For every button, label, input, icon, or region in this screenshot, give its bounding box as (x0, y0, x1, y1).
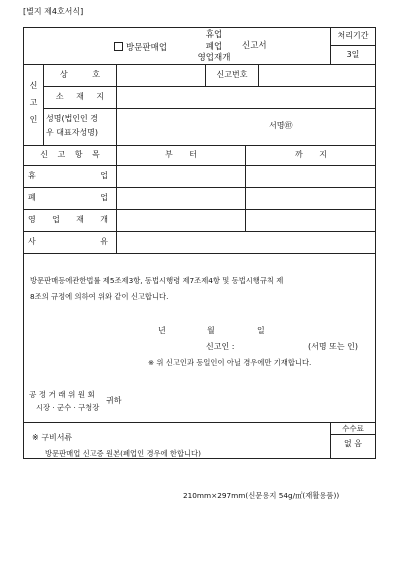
suspend-from-field[interactable] (118, 167, 243, 185)
address-label: 소 재 지 (55, 92, 105, 101)
item-resume-label: 영 업 재 개 (28, 215, 108, 224)
paper-spec: 210mm×297mm(신문용지 54g/㎡(재활용품)) (183, 491, 340, 500)
reporter-side-label-3: 인 (29, 115, 38, 124)
item-close-label: 폐 업 (28, 193, 108, 202)
items-header-to: 까 지 (295, 150, 327, 159)
signature-seal-label: 서명㊞ (269, 121, 293, 130)
report-number-field[interactable] (260, 66, 373, 84)
recipient-suffix: 귀하 (106, 396, 122, 405)
resume-to-field[interactable] (247, 211, 373, 229)
sign-note: ※ 위 신고인과 동일인이 아닐 경우에만 기재합니다. (148, 358, 312, 367)
date-year-label: 년 (158, 326, 166, 335)
statement-line-2: 8조의 규정에 의하여 위와 같이 신고합니다. (30, 292, 169, 301)
trade-name-field[interactable] (118, 66, 203, 84)
item-reason-label: 사 유 (28, 237, 108, 246)
sign-method-label: (서명 또는 인) (308, 342, 358, 351)
items-header-from: 부 터 (165, 150, 197, 159)
form-title (114, 42, 167, 53)
reporter-side-label-1: 신 (29, 81, 38, 90)
processing-period-label: 처리기간 (337, 31, 369, 40)
fee-value: 없 음 (344, 439, 362, 448)
close-from-field[interactable] (118, 189, 243, 207)
title-prefix: 방문판매업 (126, 43, 168, 53)
representative-name-label-2: 우 대표자성명) (46, 128, 99, 137)
fee-label: 수수료 (342, 424, 364, 433)
title-option-suspend: 휴업 (205, 30, 223, 40)
recipient-line-1: 공 정 거 래 위 원 회 (29, 390, 95, 399)
address-field[interactable] (118, 88, 373, 106)
required-documents-label: ※ 구비서류 (32, 433, 73, 442)
trade-name-label: 상 호 (60, 70, 100, 79)
reason-field[interactable] (118, 233, 373, 251)
representative-name-field[interactable] (118, 110, 373, 143)
form-number-label: [별지 제4호서식] (23, 7, 84, 16)
title-suffix: 신고서 (242, 41, 267, 51)
processing-period-value: 3일 (346, 50, 360, 59)
date-day-label: 일 (257, 326, 265, 335)
items-header-label: 신 고 항 목 (40, 150, 100, 159)
report-number-label: 신고번호 (216, 70, 248, 79)
title-option-resume: 영업재개 (197, 53, 231, 63)
close-to-field[interactable] (247, 189, 373, 207)
reporter-sign-label: 신고인 : (206, 342, 235, 351)
suspend-to-field[interactable] (247, 167, 373, 185)
required-documents-item: 방문판매업 신고증 원본(폐업인 경우에 한합니다) (45, 449, 201, 458)
resume-from-field[interactable] (118, 211, 243, 229)
item-suspend-label: 휴 업 (28, 171, 108, 180)
recipient-line-2: 시장 · 군수 · 구청장 (36, 403, 100, 412)
statement-line-1: 방문판매등에관한법률 제5조제3항, 동법시행령 제7조제4항 및 동법시행규칙 제 (30, 276, 284, 285)
date-month-label: 월 (207, 326, 215, 335)
representative-name-label-1: 성명(법인인 경 (46, 114, 99, 123)
checkbox-icon[interactable] (114, 42, 123, 51)
title-option-close: 폐업 (205, 42, 223, 52)
reporter-side-label-2: 고 (29, 98, 38, 107)
